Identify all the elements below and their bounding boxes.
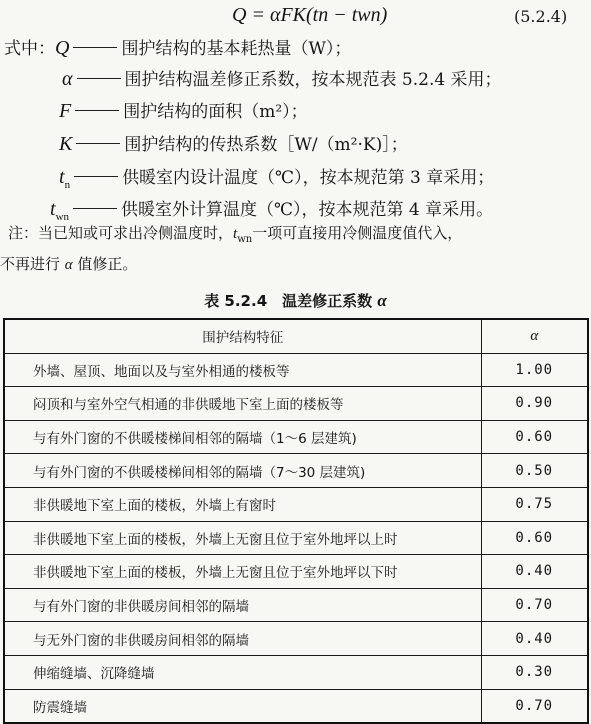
table-row (4, 353, 588, 387)
note-symbol-sub: wn (237, 234, 253, 245)
definition-item (4, 34, 351, 60)
table-row (4, 454, 588, 488)
formula-line (0, 2, 591, 30)
temperature-correction-table (3, 318, 589, 724)
table-row (4, 487, 588, 521)
definition-text: 围护结构的基本耗热量（W）； (121, 39, 352, 59)
row-alpha-value: 0.60 (481, 420, 588, 454)
note-text-b: 一项可直接用冷侧温度值代入， (252, 224, 463, 242)
definition-item (59, 130, 408, 156)
definition-item (62, 65, 502, 91)
row-alpha-value: 0.70 (481, 689, 588, 723)
row-feature: 非供暖地下室上面的楼板，外墙上无窗且位于室外地坪以下时 (4, 555, 481, 589)
definition-symbol-subscript: wn (55, 211, 70, 223)
definition-text: 围护结构的面积（m²）； (123, 102, 308, 122)
note-alpha-symbol: α (64, 257, 73, 273)
table-row (4, 555, 588, 589)
definition-dash (73, 208, 117, 209)
table-title-alpha: α (377, 291, 387, 310)
heat-loss-formula: Q = αFK(tn − twn) (232, 4, 388, 26)
definition-text: 供暖室外计算温度（℃），按本规范第 4 章采用。 (121, 200, 494, 220)
note-symbol: t (233, 226, 238, 242)
definition-text: 围护结构温差修正系数，按本规范表 5.2.4 采用； (124, 70, 502, 90)
definition-dash (74, 176, 118, 177)
table-row (4, 655, 588, 689)
definition-item (50, 195, 493, 221)
definition-symbol-letter: F (59, 100, 72, 122)
header-feature: 围护结构特征 (4, 319, 481, 353)
row-alpha-value: 0.40 (481, 555, 588, 589)
table-row (4, 387, 588, 421)
table-row (4, 622, 588, 656)
definition-item (59, 163, 494, 189)
row-alpha-value: 0.70 (481, 588, 588, 622)
row-feature: 闷顶和与室外空气相通的非供暖地下室上面的楼板等 (4, 387, 481, 421)
row-feature: 与无外门窗的非供暖房间相邻的隔墙 (4, 622, 481, 656)
formula-number: (5.2.4) (514, 7, 568, 26)
definition-symbol-letter: Q (55, 37, 70, 59)
row-alpha-value: 0.40 (481, 622, 588, 656)
row-feature: 与有外门窗的不供暖楼梯间相邻的隔墙（1～6 层建筑) (4, 420, 481, 454)
table-row (4, 689, 588, 723)
definition-symbol-letter: t (50, 198, 56, 220)
row-alpha-value: 0.75 (481, 487, 588, 521)
note-line-2 (0, 250, 580, 280)
definition-symbol (59, 100, 71, 123)
definition-dash (73, 47, 117, 48)
note-text-c: 不再进行 (0, 255, 65, 273)
definition-symbol (59, 133, 72, 156)
row-alpha-value: 0.50 (481, 454, 588, 488)
definition-item (59, 97, 308, 123)
row-feature: 外墙、屋顶、地面以及与室外相通的楼板等 (4, 353, 481, 387)
definition-symbol (62, 68, 73, 91)
definition-symbol (59, 166, 70, 191)
row-alpha-value: 0.90 (481, 387, 588, 421)
row-feature: 非供暖地下室上面的楼板，外墙上无窗且位于室外地坪以上时 (4, 521, 481, 555)
row-alpha-value: 0.30 (481, 655, 588, 689)
note-text-d: 值修正。 (72, 255, 138, 273)
definition-dash (75, 110, 119, 111)
table-row (4, 420, 588, 454)
definition-dash (77, 78, 121, 79)
definition-text: 供暖室内设计温度（℃），按本规范第 3 章采用； (122, 168, 495, 188)
table-row (4, 588, 588, 622)
row-alpha-value: 1.00 (481, 353, 588, 387)
row-feature: 与有外门窗的不供暖楼梯间相邻的隔墙（7～30 层建筑) (4, 454, 481, 488)
table-header-row (4, 319, 588, 353)
table-title (0, 290, 591, 311)
definition-symbol-subscript: n (64, 179, 71, 191)
table-title-text: 表 5.2.4 温差修正系数 (204, 292, 373, 310)
table-row (4, 521, 588, 555)
note-text-a: 注：当已知或可求出冷侧温度时， (8, 224, 234, 242)
row-alpha-value: 0.60 (481, 521, 588, 555)
row-feature: 防震缝墙 (4, 689, 481, 723)
definition-symbol-letter: K (59, 133, 73, 155)
definition-symbol-letter: α (62, 68, 73, 90)
row-feature: 伸缩缝墙、沉降缝墙 (4, 655, 481, 689)
definition-symbol-letter: t (59, 166, 65, 188)
header-alpha (481, 319, 588, 353)
definition-text: 围护结构的传热系数［W/（m²·K)］； (124, 135, 408, 155)
note-line-1 (8, 219, 588, 254)
definition-symbol (55, 37, 69, 60)
row-feature: 非供暖地下室上面的楼板，外墙上有窗时 (4, 487, 481, 521)
row-feature: 与有外门窗的非供暖房间相邻的隔墙 (4, 588, 481, 622)
definition-dash (76, 143, 120, 144)
definitions-lead: 式中： (4, 39, 55, 59)
header-alpha-symbol: α (530, 327, 539, 344)
